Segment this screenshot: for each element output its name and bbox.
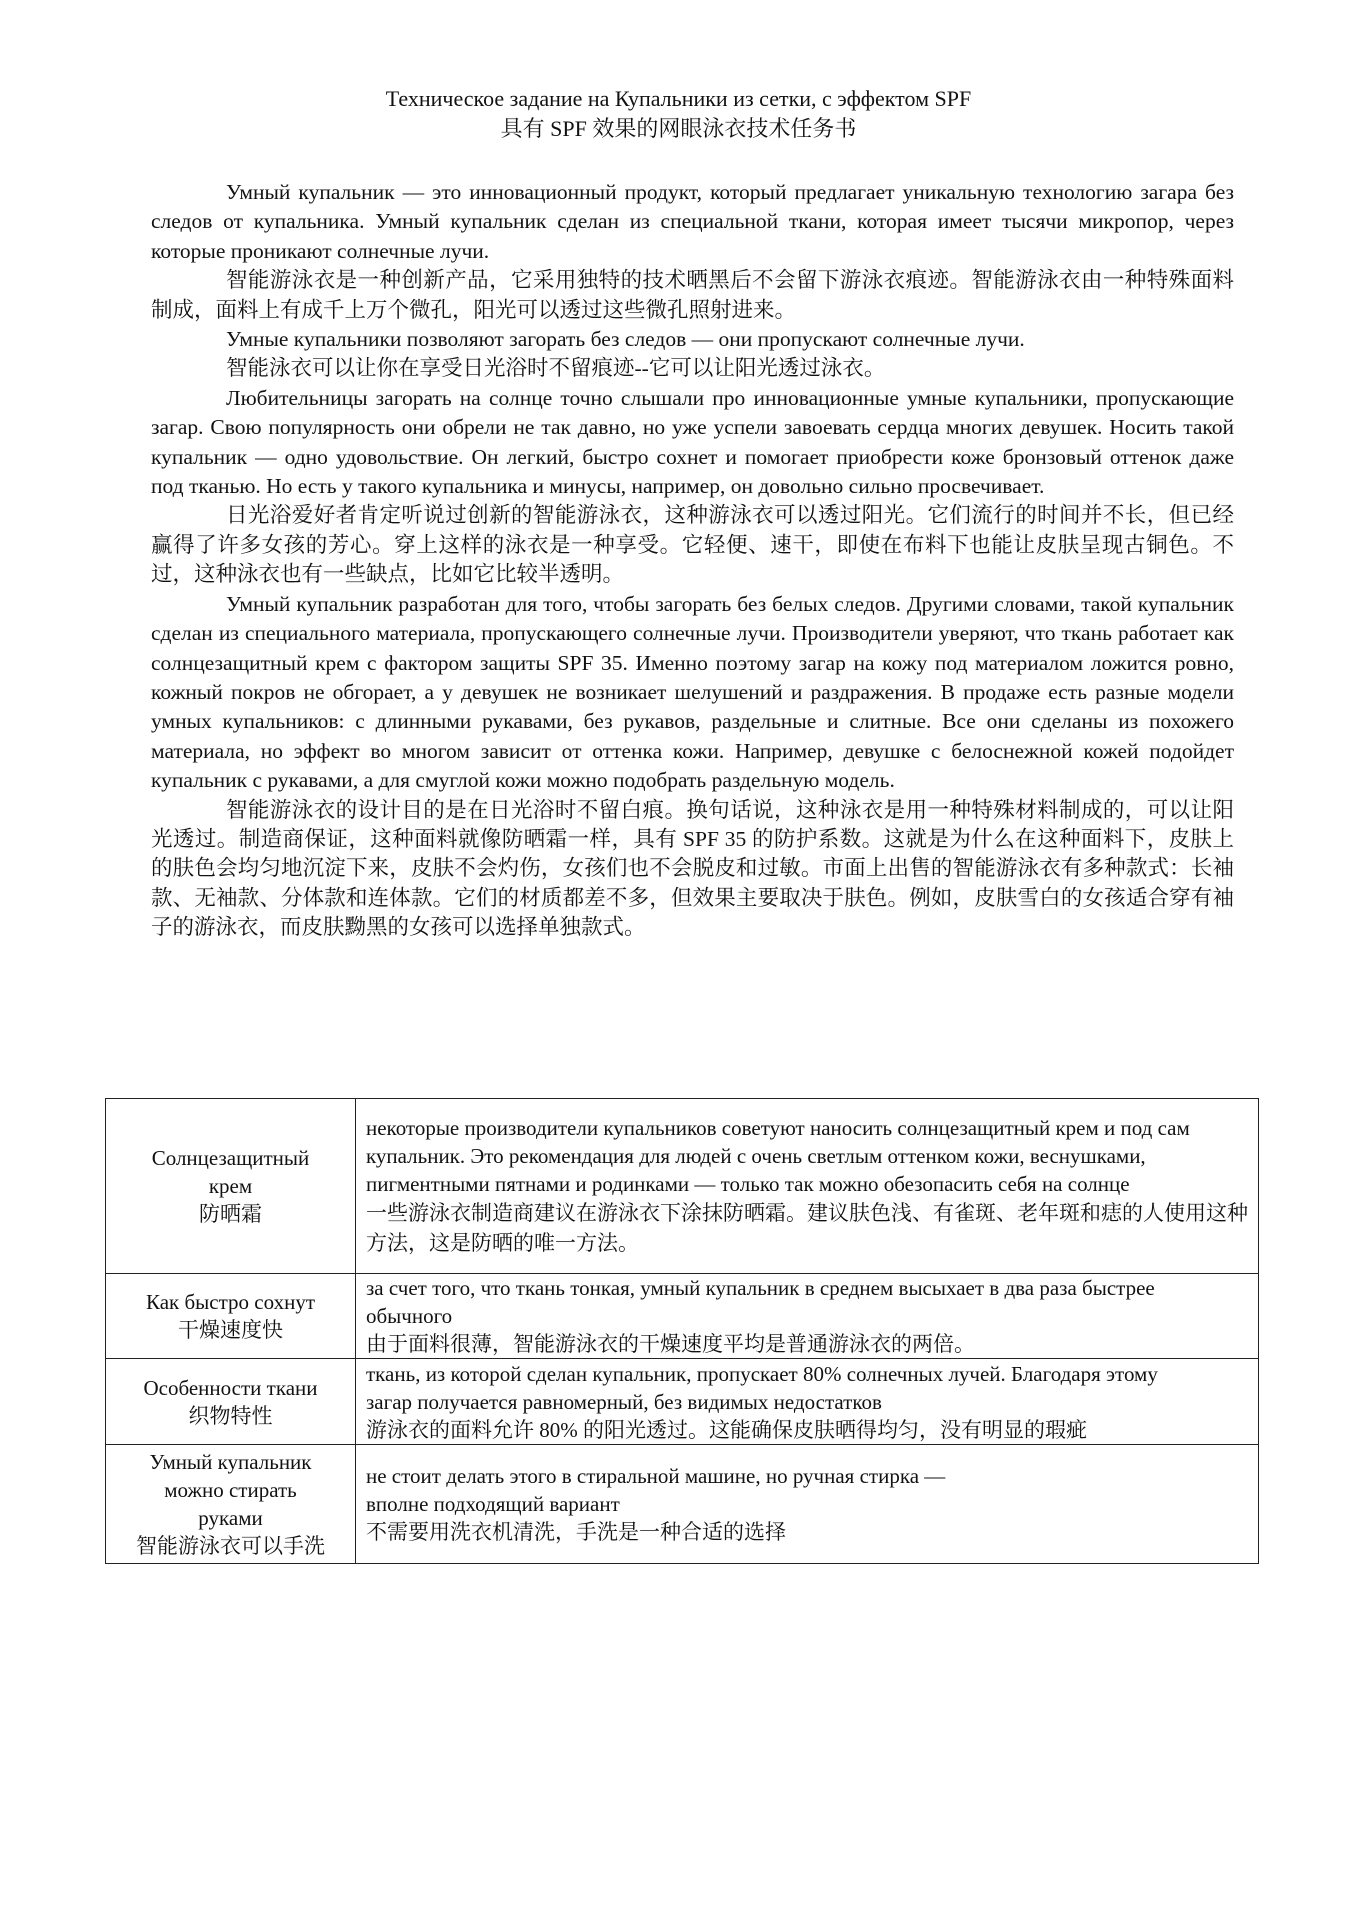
row-content-ru: не стоит делать этого в стиральной машине, но ручная стирка — вполне подходящий вариант	[366, 1464, 946, 1516]
paragraph-zh-short: 智能泳衣可以让你在享受日光浴时不留痕迹--它可以让阳光透过泳衣。	[226, 356, 886, 381]
row-label-ru: Умный купальник можно стирать руками	[149, 1450, 312, 1530]
row-content-cell	[356, 1359, 1259, 1445]
row-content-zh: 由于面料很薄，智能游泳衣的干燥速度平均是普通游泳衣的两倍。	[366, 1332, 975, 1356]
row-content-cell	[356, 1274, 1259, 1359]
properties-table	[105, 1098, 1259, 1564]
paragraph-ru-design: Умный купальник разработан для того, чтобы загорать без белых следов. Другими словами, такой купальник сделан из специального материала, пропускающего солнечные лучи. Производители уверяют, что ткань работает как солнцезащитный крем с фактором защиты SPF 35. Именно поэтому загар на кожу под материалом ложится ровно, кожный покров не обгорает, а у девушек не возникает шелушений и раздражения. В продаже есть разные модели умных купальников: с длинными рукавами, без рукавов, раздельные и слитные. Все они сделаны из похожего материала, но эффект во многом зависит от оттенка кожи. Например, девушке с белоснежной кожей подойдет купальник с рукавами, а для смуглой кожи можно подобрать раздельную модель.	[151, 591, 1234, 793]
row-label-cell	[106, 1445, 356, 1564]
document-title	[0, 84, 1357, 144]
row-label-zh: 织物特性	[188, 1403, 273, 1428]
title-chinese: 具有 SPF 效果的网眼泳衣技术任务书	[500, 116, 857, 141]
paragraph-ru-short: Умные купальники позволяют загорать без следов — они пропускают солнечные лучи.	[226, 327, 1025, 352]
table-row	[106, 1359, 1259, 1445]
row-label-cell	[106, 1099, 356, 1274]
table-row	[106, 1445, 1259, 1564]
row-content-cell	[356, 1445, 1259, 1564]
table-row	[106, 1099, 1259, 1274]
row-label-zh: 智能游泳衣可以手洗	[136, 1534, 325, 1558]
row-label-cell	[106, 1359, 356, 1445]
row-label-ru: Солнцезащитный крем	[151, 1146, 310, 1198]
document-body	[151, 178, 1234, 943]
row-content-ru: некоторые производители купальников советуют наносить солнцезащитный крем и под сам купальник. Это рекомендация для людей с очень светлым оттенком кожи, веснушками, пигментными пятнами и родинками — только так можно обезопасить себя на солнце	[366, 1116, 1190, 1196]
paragraph-zh-popularity: 日光浴爱好者肯定听说过创新的智能游泳衣，这种游泳衣可以透过阳光。它们流行的时间并不长，但已经赢得了许多女孩的芳心。穿上这样的泳衣是一种享受。它轻便、速干，即使在布料下也能让皮肤呈现古铜色。不过，这种泳衣也有一些缺点，比如它比较半透明。	[151, 503, 1234, 587]
row-content-cell	[356, 1099, 1259, 1274]
row-label-ru: Как быстро сохнут	[145, 1290, 315, 1314]
row-content-zh: 一些游泳衣制造商建议在游泳衣下涂抹防晒霜。建议肤色浅、有雀斑、老年斑和痣的人使用这种方法，这是防晒的唯一方法。	[366, 1201, 1248, 1255]
row-content-zh: 不需要用洗衣机清洗，手洗是一种合适的选择	[366, 1520, 786, 1544]
title-russian: Техническое задание на Купальники из сетки, с эффектом SPF	[385, 86, 972, 111]
row-content-ru: за счет того, что ткань тонкая, умный купальник в среднем высыхает в два раза быстрее обычного	[366, 1276, 1155, 1328]
row-label-ru: Особенности ткани	[143, 1375, 318, 1400]
row-content-zh: 游泳衣的面料允许 80% 的阳光透过。这能确保皮肤晒得均匀，没有明显的瑕疵	[366, 1417, 1087, 1442]
row-label-zh: 干燥速度快	[178, 1318, 283, 1342]
paragraph-ru-popularity: Любительницы загорать на солнце точно слышали про инновационные умные купальники, пропускающие загар. Свою популярность они обрели не так давно, но уже успели завоевать сердца многих девушек. Носить такой купальник — одно удовольствие. Он легкий, быстро сохнет и помогает приобрести коже бронзовый оттенок даже под тканью. Но есть у такого купальника и минусы, например, он довольно сильно просвечивает.	[151, 385, 1234, 499]
paragraph-ru-intro: Умный купальник — это инновационный продукт, который предлагает уникальную технологию загара без следов от купальника. Умный купальник сделан из специальной ткани, которая имеет тысячи микропор, через которые проникают солнечные лучи.	[151, 180, 1234, 263]
row-label-zh: 防晒霜	[199, 1202, 262, 1226]
paragraph-zh-intro: 智能游泳衣是一种创新产品，它采用独特的技术晒黑后不会留下游泳衣痕迹。智能游泳衣由一种特殊面料制成，面料上有成千上万个微孔，阳光可以透过这些微孔照射进来。	[151, 268, 1234, 322]
row-label-cell	[106, 1274, 356, 1359]
table-row	[106, 1274, 1259, 1359]
paragraph-zh-design: 智能游泳衣的设计目的是在日光浴时不留白痕。换句话说，这种泳衣是用一种特殊材料制成的，可以让阳光透过。制造商保证，这种面料就像防晒霜一样，具有 SPF 35 的防护系数。这就是为什么在这种面料下，皮肤上的肤色会均匀地沉淀下来，皮肤不会灼伤，女孩们也不会脱皮和过敏。市面上出售的智能游泳衣有多种款式：长袖款、无袖款、分体款和连体款。它们的材质都差不多，但效果主要取决于肤色。例如，皮肤雪白的女孩适合穿有袖子的游泳衣，而皮肤黝黑的女孩可以选择单独款式。	[151, 797, 1234, 940]
row-content-ru: ткань, из которой сделан купальник, пропускает 80% солнечных лучей. Благодаря этому загар получается равномерный, без видимых недостатков	[366, 1361, 1158, 1414]
